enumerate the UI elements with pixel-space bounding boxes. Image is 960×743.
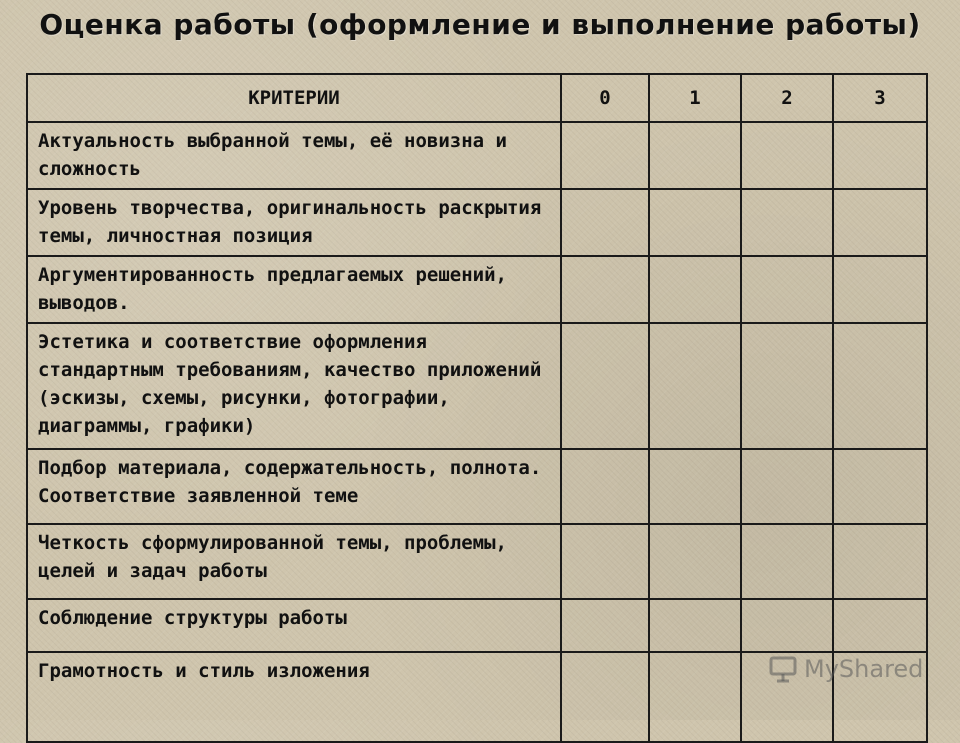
score-3-cell[interactable] (833, 599, 927, 652)
presentation-board-icon (768, 654, 798, 684)
score-0-cell[interactable] (561, 189, 649, 256)
score-3-header: 3 (833, 74, 927, 122)
score-1-cell[interactable] (649, 524, 741, 599)
score-2-cell[interactable] (741, 189, 833, 256)
criterion-cell: Эстетика и соответствие оформления стандартным требованиям, качество приложений (эскизы, схемы, рисунки, фотографии, диаграммы, графики) (27, 323, 561, 449)
score-0-cell[interactable] (561, 256, 649, 323)
score-1-header: 1 (649, 74, 741, 122)
table-row (27, 323, 927, 449)
score-3-cell[interactable] (833, 524, 927, 599)
score-1-cell[interactable] (649, 189, 741, 256)
score-2-cell[interactable] (741, 122, 833, 189)
score-1-cell[interactable] (649, 323, 741, 449)
score-3-cell[interactable] (833, 189, 927, 256)
table-row (27, 189, 927, 256)
criterion-cell: Соблюдение структуры работы (27, 599, 561, 652)
header-row (27, 74, 927, 122)
criterion-cell: Актуальность выбранной темы, её новизна и сложность (27, 122, 561, 189)
table-row (27, 449, 927, 524)
score-0-cell[interactable] (561, 599, 649, 652)
criteria-header: КРИТЕРИИ (27, 74, 561, 122)
score-3-cell[interactable] (833, 122, 927, 189)
table-row (27, 256, 927, 323)
watermark-text: MyShared (804, 655, 924, 683)
evaluation-table (26, 73, 928, 743)
criterion-cell: Подбор материала, содержательность, полнота. Соответствие заявленной теме (27, 449, 561, 524)
page-title: Оценка работы (оформление и выполнение работы) (39, 8, 921, 41)
score-0-cell[interactable] (561, 449, 649, 524)
score-0-cell[interactable] (561, 524, 649, 599)
table-row (27, 524, 927, 599)
score-2-cell[interactable] (741, 524, 833, 599)
criterion-cell: Аргументированность предлагаемых решений, выводов. (27, 256, 561, 323)
score-1-cell[interactable] (649, 449, 741, 524)
score-3-cell[interactable] (833, 256, 927, 323)
score-2-cell[interactable] (741, 323, 833, 449)
score-1-cell[interactable] (649, 122, 741, 189)
criterion-cell: Уровень творчества, оригинальность раскрытия темы, личностная позиция (27, 189, 561, 256)
score-1-cell[interactable] (649, 652, 741, 742)
score-2-header: 2 (741, 74, 833, 122)
score-1-cell[interactable] (649, 256, 741, 323)
score-1-cell[interactable] (649, 599, 741, 652)
score-0-cell[interactable] (561, 652, 649, 742)
watermark (768, 654, 923, 684)
score-0-cell[interactable] (561, 122, 649, 189)
criterion-cell: Четкость сформулированной темы, проблемы, целей и задач работы (27, 524, 561, 599)
score-2-cell[interactable] (741, 449, 833, 524)
score-0-header: 0 (561, 74, 649, 122)
table-row (27, 599, 927, 652)
score-3-cell[interactable] (833, 449, 927, 524)
score-2-cell[interactable] (741, 256, 833, 323)
table-row (27, 122, 927, 189)
score-0-cell[interactable] (561, 323, 649, 449)
score-3-cell[interactable] (833, 323, 927, 449)
criterion-cell: Грамотность и стиль изложения (27, 652, 561, 742)
score-2-cell[interactable] (741, 599, 833, 652)
